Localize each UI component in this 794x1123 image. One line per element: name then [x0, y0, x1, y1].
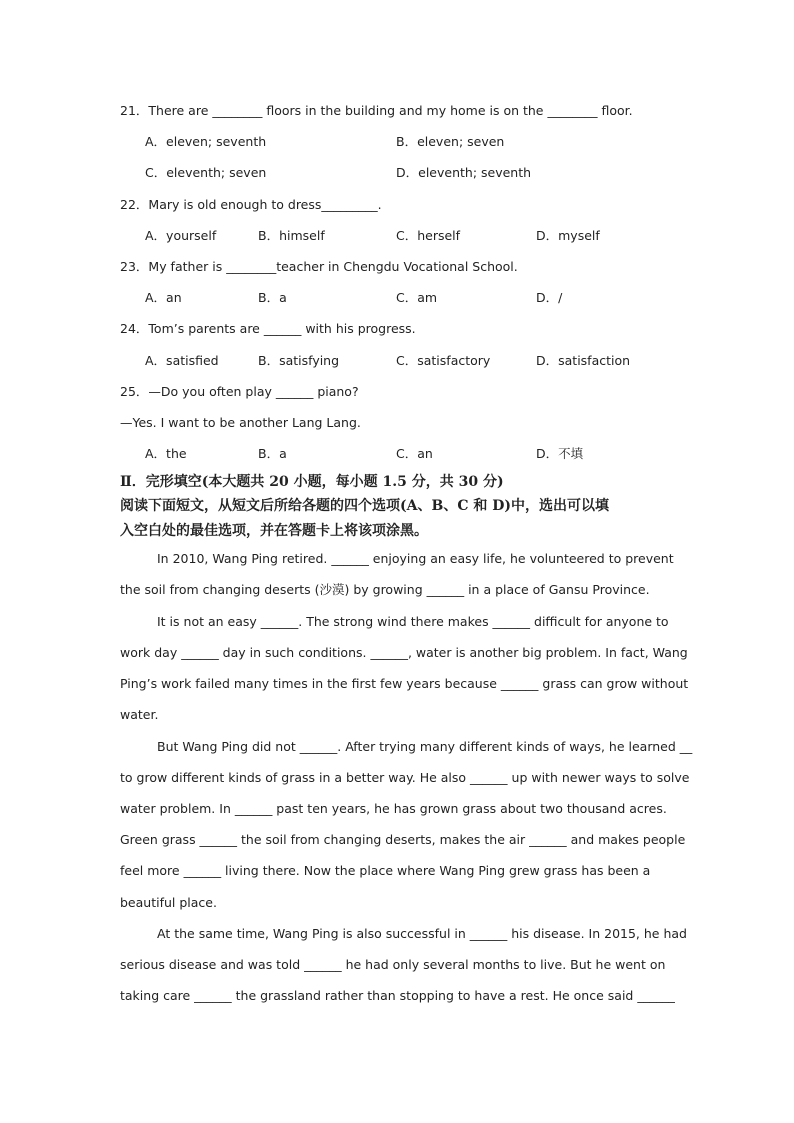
passage-line: to grow different kinds of grass in a better way. He also ______ up with newer ways to solve [120, 770, 690, 785]
question-21-option-a: A．eleven; seventh [145, 134, 267, 149]
question-25-reply: —Yes. I want to be another Lang Lang. [120, 415, 361, 430]
passage-line: But Wang Ping did not ______. After trying many different kinds of ways, he learned __ [157, 739, 693, 754]
passage-line: taking care ______ the grassland rather than stopping to have a rest. He once said ______ [120, 988, 675, 1003]
question-25-option-a: A．the [145, 446, 187, 461]
passage-line: work day ______ day in such conditions. ______, water is another big problem. In fact, Wang [120, 645, 688, 660]
question-24-option-b: B．satisfying [258, 353, 340, 368]
question-24-stem: 24．Tom’s parents are ______ with his progress. [120, 321, 416, 336]
question-23-stem: 23．My father is ________teacher in Chengdu Vocational School. [120, 259, 518, 274]
question-25-option-b: B．a [258, 446, 287, 461]
question-23-option-c: C．am [396, 290, 438, 305]
question-23-option-d: D．/ [536, 290, 563, 305]
question-22-option-a: A．yourself [145, 228, 217, 243]
question-22-option-c: C．herself [396, 228, 461, 243]
question-24-option-c: C．satisfactory [396, 353, 491, 368]
section-instruction-line-2: 入空白处的最佳选项，并在答题卡上将该项涂黑。 [120, 523, 428, 539]
passage-line: serious disease and was told ______ he had only several months to live. But he went on [120, 957, 666, 972]
passage-line: Green grass ______ the soil from changing deserts, makes the air ______ and makes people [120, 832, 686, 847]
passage-line: water problem. In ______ past ten years, he has grown grass about two thousand acres. [120, 801, 667, 816]
question-21-option-d: D．eleventh; seventh [396, 165, 532, 180]
passage-line: the soil from changing deserts (沙漠) by growing ______ in a place of Gansu Province. [120, 582, 650, 597]
question-25-option-d: D．不填 [536, 446, 584, 461]
question-21-option-c: C．eleventh; seven [145, 165, 267, 180]
passage-line: In 2010, Wang Ping retired. ______ enjoying an easy life, he volunteered to prevent [157, 551, 674, 566]
section-instruction-line-1: 阅读下面短文，从短文后所给各题的四个选项(A、B、C 和 D)中，选出可以填 [120, 498, 609, 514]
passage-line: feel more ______ living there. Now the place where Wang Ping grew grass has been a [120, 863, 651, 878]
passage-line: It is not an easy ______. The strong wind there makes ______ difficult for anyone to [157, 614, 669, 629]
question-21-stem: 21．There are ________ floors in the building and my home is on the ________ floor. [120, 103, 633, 118]
question-25-stem: 25．—Do you often play ______ piano? [120, 384, 359, 399]
passage-line: Ping’s work failed many times in the first few years because ______ grass can grow without [120, 676, 689, 691]
passage-line: beautiful place. [120, 895, 217, 910]
question-22-stem: 22．Mary is old enough to dress_________. [120, 197, 382, 212]
question-24-option-d: D．satisfaction [536, 353, 631, 368]
question-22-option-d: D．myself [536, 228, 600, 243]
question-23-option-b: B．a [258, 290, 287, 305]
passage-line: water. [120, 707, 159, 722]
question-22-option-b: B．himself [258, 228, 325, 243]
question-23-option-a: A．an [145, 290, 182, 305]
question-21-option-b: B．eleven; seven [396, 134, 505, 149]
question-25-option-c: C．an [396, 446, 433, 461]
section-heading: Ⅱ．完形填空(本大题共 20 小题，每小题 1.5 分，共 30 分) [120, 474, 504, 490]
passage-line: At the same time, Wang Ping is also successful in ______ his disease. In 2015, he had [157, 926, 687, 941]
question-24-option-a: A．satisfied [145, 353, 219, 368]
